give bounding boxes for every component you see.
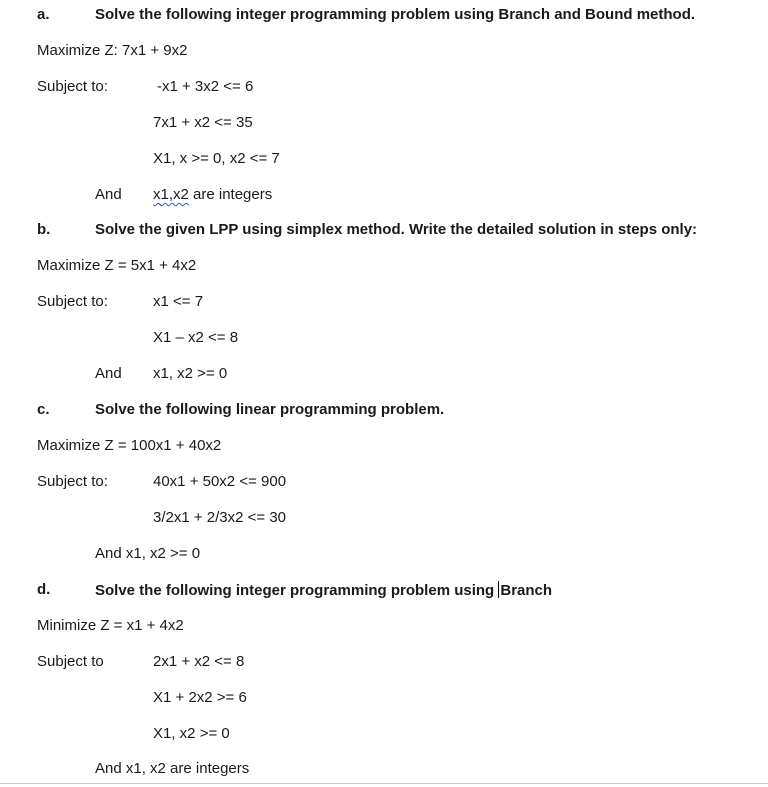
problem-c-label: c. bbox=[37, 401, 50, 418]
problem-d-objective: Minimize Z = x1 + 4x2 bbox=[37, 617, 184, 634]
problem-a-constraint-1: -x1 + 3x2 <= 6 bbox=[157, 78, 254, 95]
problem-b-and-label: And bbox=[95, 365, 122, 382]
problem-c-subject-label: Subject to: bbox=[37, 473, 108, 490]
problem-b-label: b. bbox=[37, 221, 51, 238]
problem-a-objective: Maximize Z: 7x1 + 9x2 bbox=[37, 42, 188, 59]
problem-b-constraint-2: X1 – x2 <= 8 bbox=[153, 329, 239, 346]
page-bottom-divider bbox=[0, 783, 768, 784]
problem-d-heading[interactable] bbox=[95, 581, 552, 600]
problem-d-heading-end: Branch bbox=[500, 582, 553, 599]
problem-c-and-line: And x1, x2 >= 0 bbox=[95, 545, 201, 562]
problem-a-constraint-3: X1, x >= 0, x2 <= 7 bbox=[153, 150, 280, 167]
problem-d-label: d. bbox=[37, 581, 51, 598]
problem-d-subject-label: Subject to bbox=[37, 653, 104, 670]
problem-b-constraint-1: x1 <= 7 bbox=[153, 293, 204, 310]
problem-d-constraint-2: X1 + 2x2 >= 6 bbox=[153, 689, 247, 706]
problem-a-subject-label: Subject to: bbox=[37, 78, 108, 95]
problem-c-constraint-1: 40x1 + 50x2 <= 900 bbox=[153, 473, 287, 490]
problem-a-integer-suffix: are integers bbox=[188, 186, 273, 203]
problem-c-heading: Solve the following linear programming problem. bbox=[95, 401, 445, 418]
problem-b-objective: Maximize Z = 5x1 + 4x2 bbox=[37, 257, 197, 274]
problem-a-and-label: And bbox=[95, 186, 122, 203]
problem-b-heading: Solve the given LPP using simplex method. Write the detailed solution in steps only: bbox=[95, 221, 698, 238]
problem-c-objective: Maximize Z = 100x1 + 40x2 bbox=[37, 437, 222, 454]
problem-a-constraint-2: 7x1 + x2 <= 35 bbox=[153, 114, 253, 131]
problem-d-and-line: And x1, x2 are integers bbox=[95, 760, 250, 777]
problem-a-heading: Solve the following integer programming problem using Branch and Bound method. bbox=[95, 6, 696, 23]
problem-d-constraint-3: X1, x2 >= 0 bbox=[153, 725, 230, 742]
problem-d-constraint-1: 2x1 + x2 <= 8 bbox=[153, 653, 245, 670]
problem-a-label: a. bbox=[37, 6, 50, 23]
problem-b-subject-label: Subject to: bbox=[37, 293, 108, 310]
problem-b-nonneg: x1, x2 >= 0 bbox=[153, 365, 228, 382]
problem-d-heading-start: Solve the following integer programming problem using bbox=[95, 582, 499, 599]
problem-a-integer-line bbox=[153, 186, 272, 204]
spellcheck-flagged-text[interactable]: x1,x2 bbox=[153, 186, 189, 203]
problem-c-constraint-2: 3/2x1 + 2/3x2 <= 30 bbox=[153, 509, 287, 526]
